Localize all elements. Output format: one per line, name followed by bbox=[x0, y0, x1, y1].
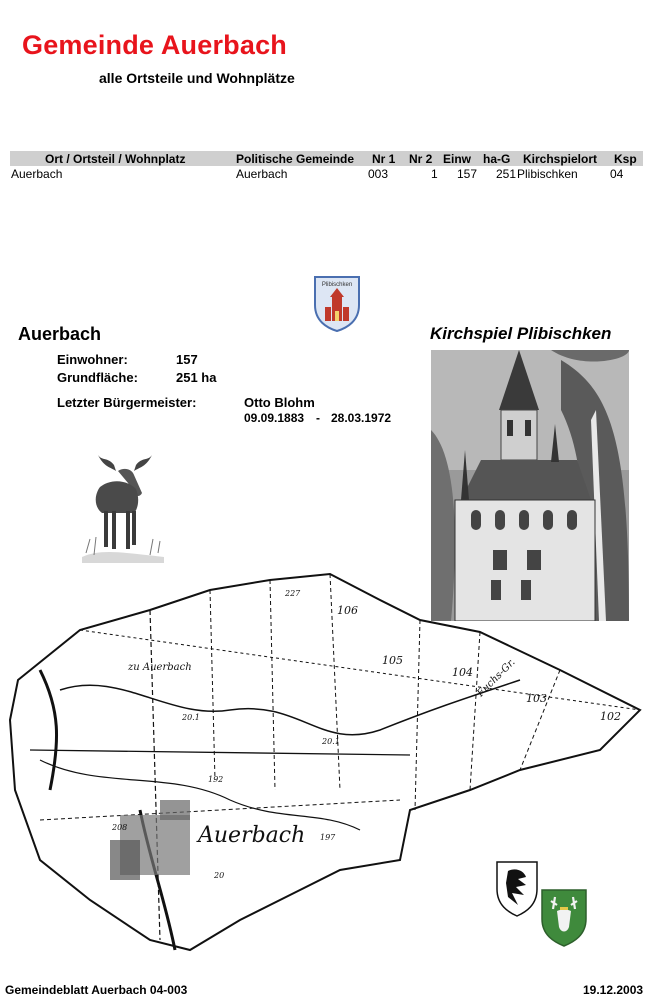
cell-gemeinde: Auerbach bbox=[236, 167, 288, 181]
area-label: Grundfläche: bbox=[57, 370, 138, 385]
residents-value: 157 bbox=[176, 352, 198, 367]
place-name: Auerbach bbox=[18, 324, 102, 344]
map-label-192: 192 bbox=[208, 775, 224, 784]
column-header-einw: Einw bbox=[443, 152, 472, 166]
parish-title: Kirchspiel Plibischken bbox=[430, 324, 612, 343]
footer-date: 19.12.2003 bbox=[583, 983, 644, 997]
map-label-227: 227 bbox=[285, 589, 301, 598]
map-label-104: 104 bbox=[452, 666, 473, 679]
column-header-ha: ha-G bbox=[483, 152, 511, 166]
map-label-197: 197 bbox=[320, 833, 336, 842]
eagle-crest-icon bbox=[496, 861, 538, 917]
map-label-208: 208 bbox=[112, 823, 128, 832]
cell-kirchspielort: Plibischken bbox=[517, 167, 578, 181]
residents-label: Einwohner: bbox=[57, 352, 128, 367]
column-header-ksp: Ksp bbox=[614, 152, 637, 166]
map-label-20: 20 bbox=[214, 871, 225, 880]
cell-nr1: 003 bbox=[368, 167, 389, 181]
page-subtitle: alle Ortsteile und Wohnplätze bbox=[99, 70, 295, 86]
cell-einw: 157 bbox=[457, 167, 478, 181]
map-label-201b: 20.1 bbox=[322, 737, 340, 746]
mayor-name: Otto Blohm bbox=[244, 395, 315, 410]
map-label-201a: 20.1 bbox=[182, 713, 200, 722]
cell-ort: Auerbach bbox=[11, 167, 63, 181]
column-header-ort: Ort / Ortsteil / Wohnplatz bbox=[45, 152, 186, 166]
column-header-nr1: Nr 1 bbox=[372, 152, 396, 166]
map-label-106: 106 bbox=[337, 604, 358, 617]
column-header-kirchspielort: Kirchspielort bbox=[523, 152, 598, 166]
column-header-gemeinde: Politische Gemeinde bbox=[236, 152, 355, 166]
mayor-label: Letzter Bürgermeister: bbox=[57, 395, 197, 410]
map-label-102: 102 bbox=[600, 710, 621, 723]
parish-crest-label: Plibischken bbox=[321, 282, 353, 288]
mayor-birth: 09.09.1883 bbox=[244, 411, 305, 425]
footer-document-id: Gemeindeblatt Auerbach 04-003 bbox=[5, 983, 188, 997]
cell-ha: 251 bbox=[496, 167, 517, 181]
cell-nr2: 1 bbox=[431, 167, 438, 181]
area-value: 251 ha bbox=[176, 370, 217, 385]
map-label-103: 103 bbox=[526, 692, 547, 705]
page-title: Gemeinde Auerbach bbox=[22, 30, 287, 60]
stag-crest-icon bbox=[541, 889, 587, 947]
map-label-zu-auerbach: zu Auerbach bbox=[128, 662, 192, 673]
map-label-fuchs: Fuchs-Gr. bbox=[475, 656, 518, 700]
mayor-death: 28.03.1972 bbox=[331, 411, 392, 425]
map-label-105: 105 bbox=[382, 654, 403, 667]
map-label-village: Auerbach bbox=[198, 823, 306, 848]
mayor-sep: - bbox=[316, 411, 320, 425]
moose-illustration bbox=[80, 453, 166, 563]
cell-ksp: 04 bbox=[610, 167, 624, 181]
parish-crest-icon bbox=[313, 275, 361, 333]
column-header-nr2: Nr 2 bbox=[409, 152, 433, 166]
